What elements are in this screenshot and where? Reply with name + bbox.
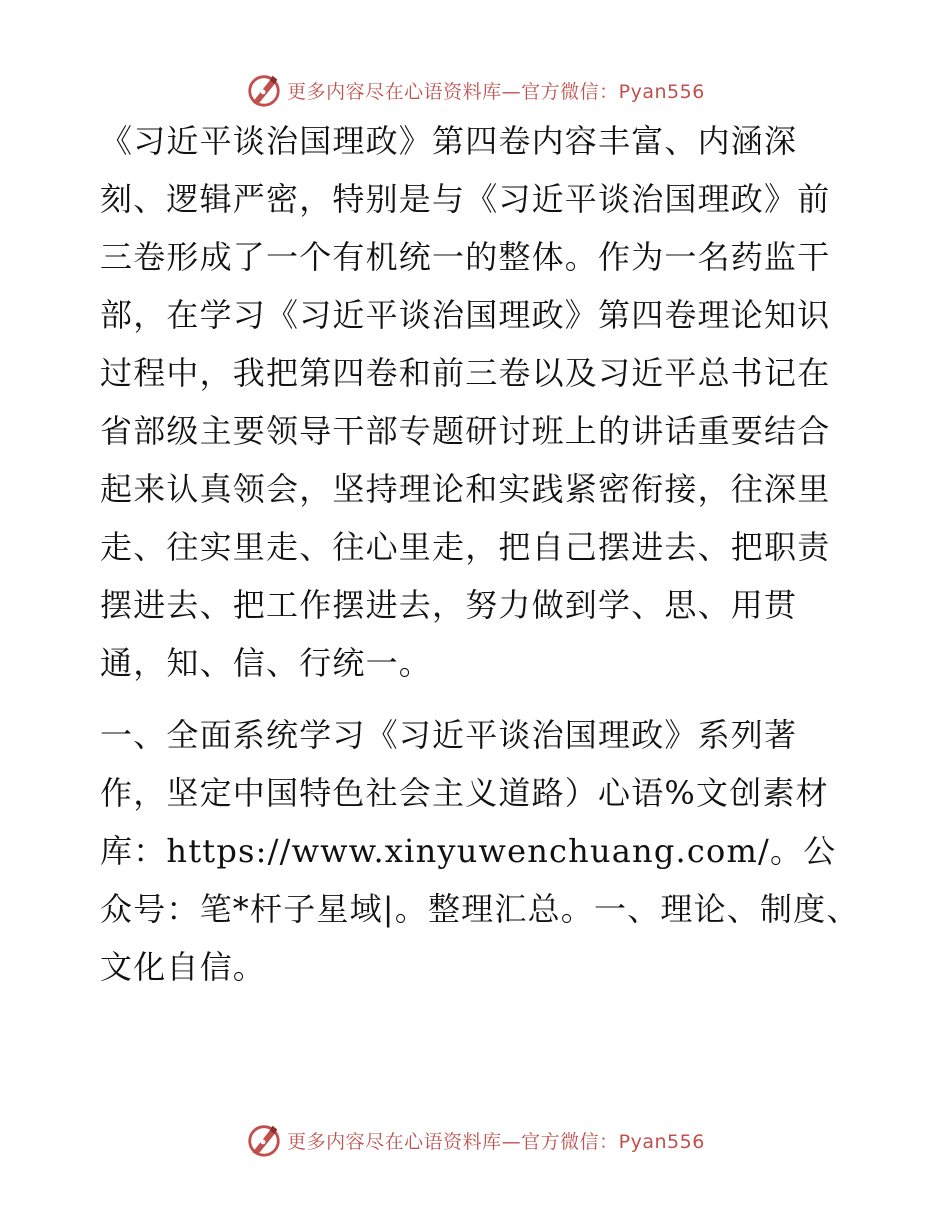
- header-watermark: [0, 70, 950, 110]
- watermark-text: 更多内容尽在心语资料库—官方微信：Pyan556: [287, 80, 705, 103]
- pen-logo-icon: [245, 71, 283, 109]
- document-body: [100, 112, 860, 996]
- footer-watermark: [0, 1120, 950, 1160]
- paragraph-section-one: 一、全面系统学习《习近平谈治国理政》系列著作，坚定中国特色社会主义道路）心语%文创素材库：https://www.xinyuwenchuang.com/。公众号：笔*杆子星域|。整理汇总。一、理论、制度、文化自信。: [100, 716, 860, 986]
- pen-logo-icon: [245, 1121, 283, 1159]
- paragraph-intro: 《习近平谈治国理政》第四卷内容丰富、内涵深刻、逻辑严密，特别是与《习近平谈治国理政》前三卷形成了一个有机统一的整体。作为一名药监干部，在学习《习近平谈治国理政》第四卷理论知识过程中，我把第四卷和前三卷以及习近平总书记在省部级主要领导干部专题研讨班上的讲话重要结合起来认真领会，坚持理论和实践紧密衔接，往深里走、往实里走、往心里走，把自己摆进去、把职责摆进去、把工作摆进去，努力做到学、思、用贯通，知、信、行统一。: [100, 122, 831, 682]
- watermark-text: 更多内容尽在心语资料库—官方微信：Pyan556: [287, 1130, 705, 1153]
